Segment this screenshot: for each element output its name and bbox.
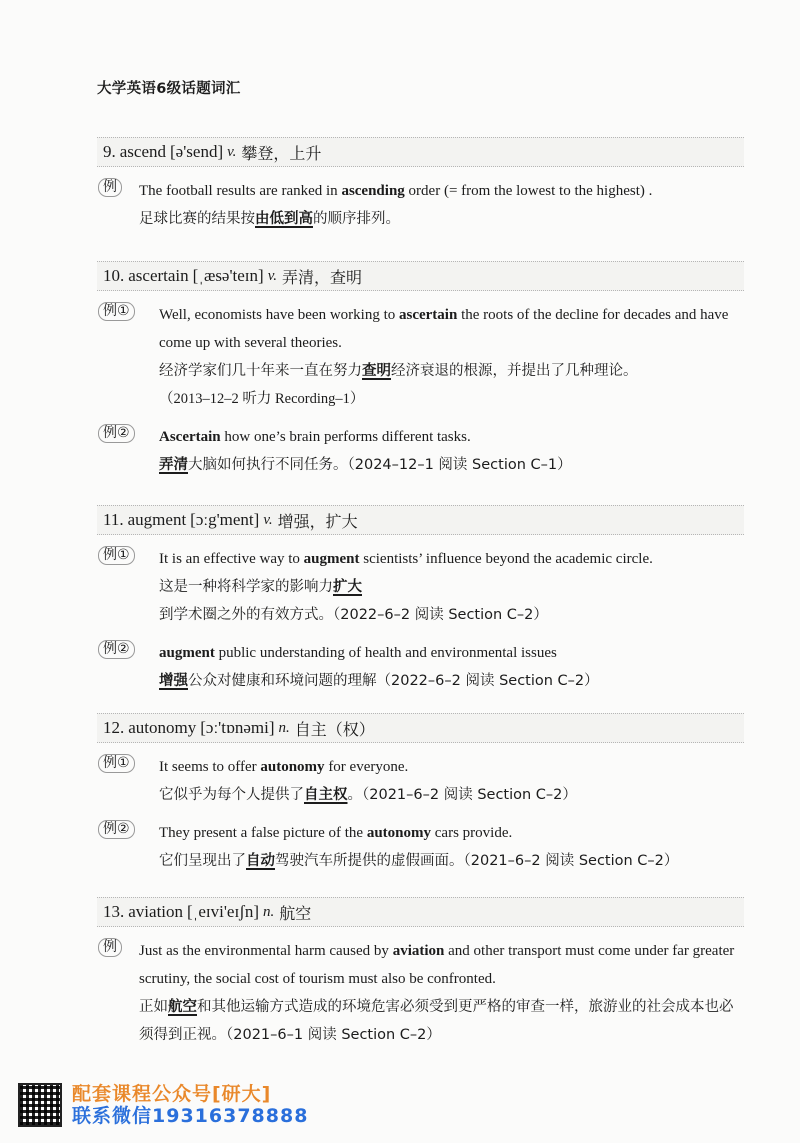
sentence-text: 。（2021–6–2 阅读 Section C–2） — [347, 787, 577, 803]
source-reference: （2013–12–2 听力 Recording–1） — [159, 391, 365, 407]
keyword-highlight: 查明 — [362, 363, 391, 379]
entry-pos: n. — [262, 903, 275, 920]
sentence-text: The football results are ranked in — [139, 183, 342, 199]
english-sentence — [159, 423, 744, 451]
english-sentence — [159, 819, 744, 847]
sentence-text: scientists’ influence beyond the academic circle. — [359, 551, 653, 567]
example-sentence — [97, 819, 744, 875]
entry-headword-bar — [97, 713, 744, 743]
entry-pos: n. — [278, 719, 290, 736]
chinese-translation — [159, 781, 744, 809]
example-tag: 例② — [98, 424, 135, 443]
keyword-highlight: ascending — [341, 183, 405, 199]
chinese-translation — [139, 205, 744, 233]
keyword-highlight: Ascertain — [159, 429, 221, 445]
sentence-text: Just as the environmental harm caused by — [139, 943, 393, 959]
keyword-highlight: aviation — [392, 943, 445, 959]
promo-line-1: 配套课程公众号[研大] — [72, 1083, 272, 1105]
entry-word: aviation — [128, 902, 184, 921]
entry-headword-bar — [97, 261, 744, 291]
sentence-text: 到学术圈之外的有效方式。（2022–6–2 阅读 Section C–2） — [159, 607, 548, 623]
english-sentence — [159, 301, 744, 357]
keyword-highlight: ascertain — [399, 307, 458, 323]
english-sentence — [159, 753, 744, 781]
example-tag: 例 — [98, 938, 122, 957]
sentence-text: 和其他运输方式造成的环境危害必须受到更严格的审查一样，旅游业的社会成本也必须得到正视。（2021–6–1 阅读 Section C–2） — [139, 999, 734, 1043]
entry-word: ascend — [119, 142, 167, 161]
sentence-text: 足球比赛的结果按 — [139, 211, 255, 227]
example-tag: 例② — [98, 640, 135, 659]
keyword-highlight: autonomy — [366, 825, 432, 841]
example-sentence — [97, 301, 744, 413]
sentence-text: 正如 — [139, 999, 168, 1015]
entry-headword-bar — [97, 505, 744, 535]
vocab-entry — [97, 505, 744, 695]
entry-phonetic: [ˌeɪvi'eɪʃn] — [187, 902, 259, 921]
sentence-text: cars provide. — [431, 825, 513, 841]
example-tag: 例① — [98, 546, 135, 565]
keyword-highlight: 自主权 — [304, 787, 348, 803]
example-sentence — [97, 639, 744, 695]
entry-pos: v. — [227, 143, 237, 160]
example-tag: 例① — [98, 302, 135, 321]
entry-phonetic: [ˌæsə'teɪn] — [192, 266, 264, 285]
entry-word: autonomy — [128, 718, 197, 737]
example-sentence — [97, 937, 744, 1049]
example-tag: 例 — [98, 178, 122, 197]
vocab-entry — [97, 897, 744, 1049]
sentence-text: order (= from the lowest to the highest) . — [404, 183, 653, 199]
example-tag: 例② — [98, 820, 135, 839]
qr-code-icon — [18, 1083, 62, 1127]
chinese-translation — [159, 667, 744, 695]
english-sentence — [139, 177, 744, 205]
vocab-entry — [97, 261, 744, 479]
entry-phonetic: [ə'send] — [170, 142, 224, 161]
example-sentence — [97, 545, 744, 629]
keyword-highlight: 由低到高 — [255, 211, 313, 227]
sentence-text: 这是一种将科学家的影响力 — [159, 579, 333, 595]
entry-number: 12. — [103, 718, 125, 737]
entry-word: augment — [127, 510, 187, 529]
keyword-highlight: 增强 — [159, 673, 188, 689]
english-sentence — [159, 639, 744, 667]
entry-pos: v. — [267, 267, 277, 284]
entry-phonetic: [ɔːg'ment] — [190, 510, 260, 529]
keyword-highlight: 扩大 — [333, 579, 362, 595]
entry-gloss: 增强，扩大 — [277, 511, 358, 531]
sentence-text: public understanding of health and environmental issues — [214, 645, 557, 661]
english-sentence — [159, 545, 744, 573]
entry-gloss: 航空 — [279, 903, 312, 923]
keyword-highlight: 弄清 — [159, 457, 188, 473]
entry-number: 13. — [103, 902, 125, 921]
keyword-highlight: autonomy — [260, 759, 325, 775]
sentence-text: 它似乎为每个人提供了 — [159, 787, 304, 803]
page-header: 大学英语6级话题词汇 — [97, 81, 241, 97]
chinese-translation — [139, 993, 744, 1049]
vocab-entry — [97, 713, 744, 875]
sentence-text: 经济衰退的根源，并提出了几种理论。 — [391, 363, 638, 379]
promo-line-2: 联系微信19316378888 — [72, 1105, 309, 1127]
sentence-text: 的顺序排列。 — [313, 211, 400, 227]
keyword-highlight: augment — [303, 551, 360, 567]
entry-headword-bar — [97, 897, 744, 927]
entry-gloss: 攀登，上升 — [241, 143, 322, 163]
sentence-text: 驾驶汽车所提供的虚假画面。（2021–6–2 阅读 Section C–2） — [275, 853, 679, 869]
sentence-text: 经济学家们几十年来一直在努力 — [159, 363, 362, 379]
chinese-translation — [159, 451, 744, 479]
sentence-text: 它们呈现出了 — [159, 853, 246, 869]
keyword-highlight: 自动 — [246, 853, 275, 869]
entry-gloss: 弄清，查明 — [282, 267, 363, 287]
english-sentence — [139, 937, 744, 993]
example-sentence — [97, 177, 744, 233]
entry-number: 11. — [103, 510, 124, 529]
sentence-text: It seems to offer — [159, 759, 261, 775]
entry-phonetic: [ɔː'tɒnəmi] — [200, 718, 275, 737]
entry-gloss: 自主（权） — [294, 719, 375, 739]
footer-promo — [18, 1083, 308, 1127]
sentence-text: 大脑如何执行不同任务。（2024–12–1 阅读 Section C–1） — [188, 457, 572, 473]
sentence-text: for everyone. — [324, 759, 409, 775]
sentence-text: how one’s brain performs different tasks. — [220, 429, 471, 445]
entry-pos: v. — [263, 511, 273, 528]
entry-word: ascertain — [128, 266, 189, 285]
sentence-text: and other transport must come under far greater scrutiny, the social cost of tourism must also be confronted. — [139, 943, 735, 987]
sentence-text: They present a false picture of the — [159, 825, 367, 841]
entry-headword-bar — [97, 137, 744, 167]
sentence-text: Well, economists have been working to — [159, 307, 399, 323]
sentence-text: 公众对健康和环境问题的理解（2022–6–2 阅读 Section C–2） — [188, 673, 599, 689]
chinese-translation — [159, 357, 744, 385]
example-sentence — [97, 753, 744, 809]
chinese-translation — [159, 847, 744, 875]
chinese-translation — [159, 573, 744, 629]
keyword-highlight: 航空 — [168, 999, 197, 1015]
vocab-entry — [97, 137, 744, 233]
sentence-text: It is an effective way to — [159, 551, 304, 567]
entry-number: 9. — [103, 142, 116, 161]
entry-number: 10. — [103, 266, 125, 285]
keyword-highlight: augment — [159, 645, 215, 661]
example-sentence — [97, 423, 744, 479]
sentence-text: the roots of the decline for decades and have come up with several theories. — [159, 307, 729, 351]
example-tag: 例① — [98, 754, 135, 773]
